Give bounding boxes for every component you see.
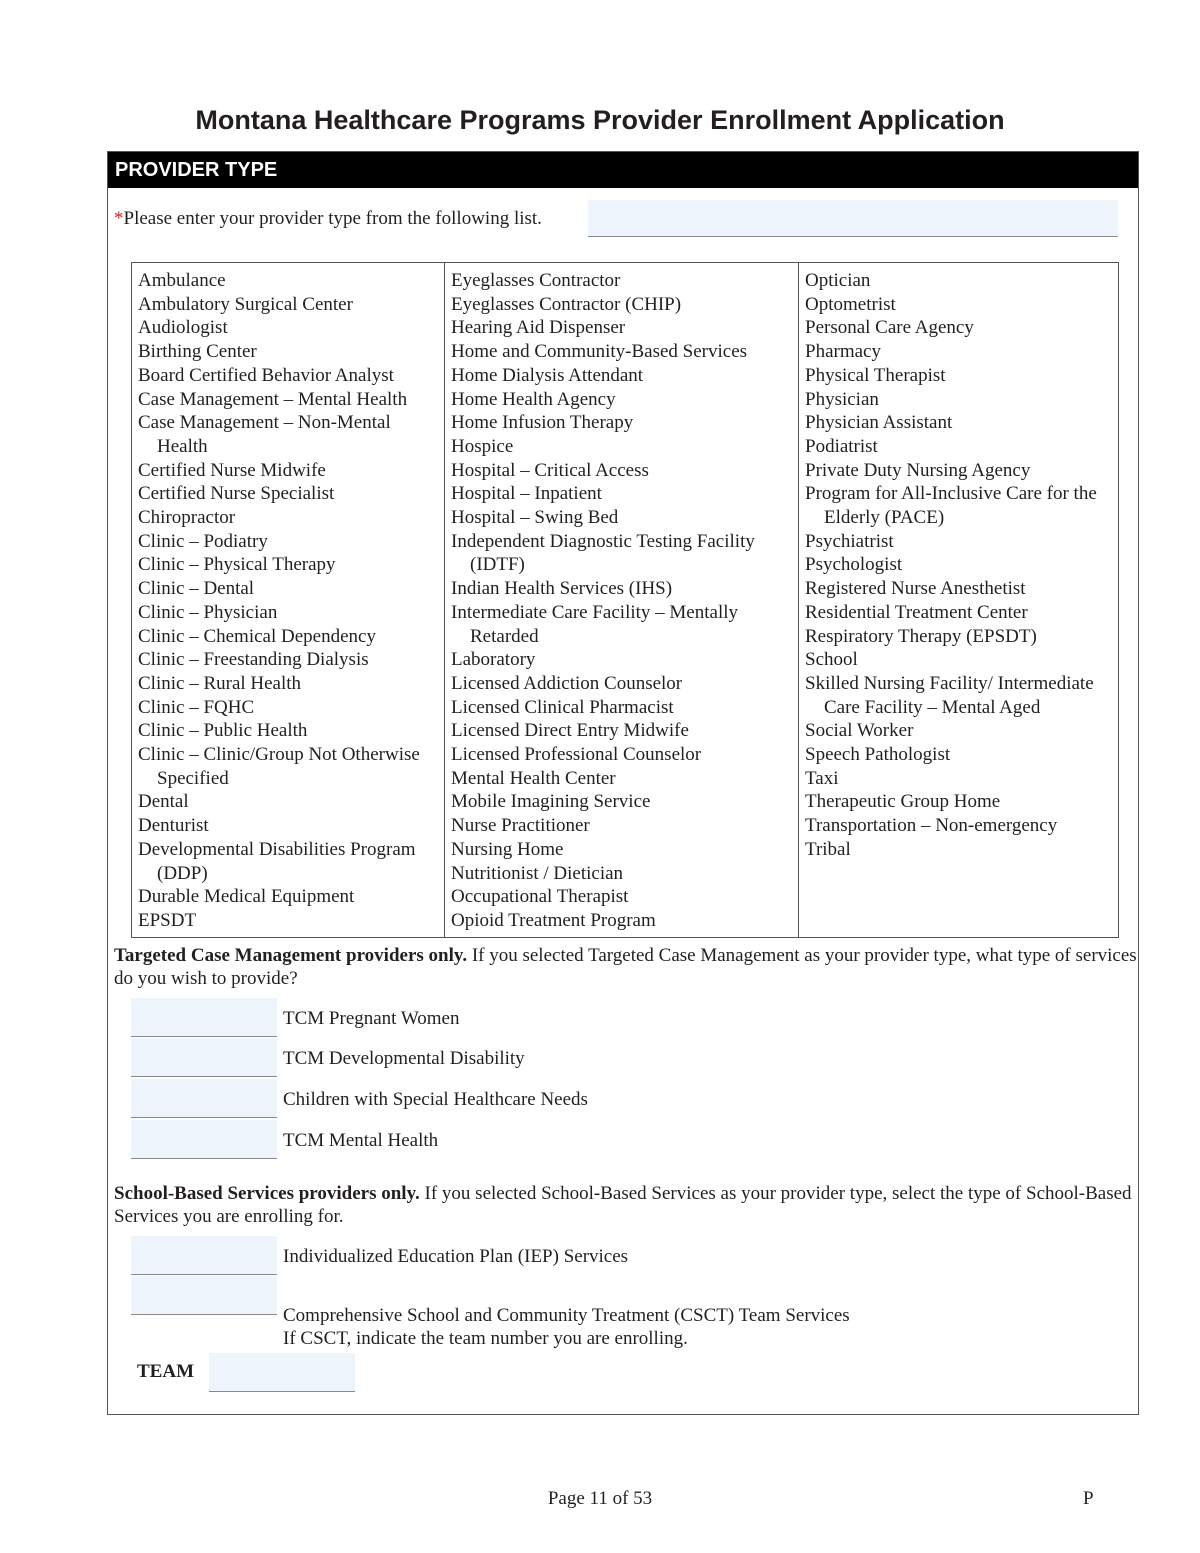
provider-type-item: Audiologist (138, 317, 228, 339)
provider-type-item: Hospice (451, 435, 514, 457)
provider-type-item: Program for All-Inclusive Care for the Elderly (PACE) (805, 483, 1097, 529)
provider-type-item: Clinic – FQHC (138, 696, 255, 718)
provider-type-item: Birthing Center (138, 341, 257, 363)
tcm-pregnant-women-field[interactable] (131, 998, 277, 1037)
tcm-option-label: TCM Developmental Disability (283, 1048, 525, 1069)
page-number: Page 11 of 53 (547, 1488, 653, 1509)
provider-type-item: Certified Nurse Specialist (138, 483, 335, 505)
provider-type-item: Licensed Professional Counselor (451, 744, 702, 766)
tcm-option-label: TCM Mental Health (283, 1130, 439, 1151)
provider-type-item: Home Dialysis Attendant (451, 364, 644, 386)
provider-type-column-3 (798, 263, 1118, 937)
provider-type-item: Physical Therapist (805, 364, 946, 386)
csct-option-label: Comprehensive School and Community Treatment (CSCT) Team Services (283, 1305, 850, 1326)
provider-type-item: Eyeglasses Contractor (CHIP) (451, 293, 682, 315)
provider-type-item: Licensed Addiction Counselor (451, 672, 683, 694)
provider-type-item: Clinic – Rural Health (138, 672, 302, 694)
provider-type-item: Tribal (805, 838, 851, 860)
school-instructions (114, 1182, 1139, 1228)
provider-type-item: Psychologist (805, 554, 903, 576)
tcm-instructions (114, 944, 1139, 990)
tcm-text: If you selected Targeted Case Management as your provider type, what type of services do you wish to provide? (114, 945, 1137, 989)
provider-type-item: Home Infusion Therapy (451, 412, 634, 434)
provider-type-item: Podiatrist (805, 435, 878, 457)
provider-type-column-2 (444, 263, 798, 937)
provider-type-item: Transportation – Non-emergency (805, 815, 1058, 837)
provider-type-item: Denturist (138, 815, 209, 837)
provider-type-item: Certified Nurse Midwife (138, 459, 326, 481)
provider-type-section (107, 151, 1139, 1415)
provider-type-item: Case Management – Mental Health (138, 388, 408, 410)
provider-type-item: Board Certified Behavior Analyst (138, 364, 394, 386)
provider-type-item: Clinic – Physical Therapy (138, 554, 336, 576)
provider-type-item: Nursing Home (451, 838, 564, 860)
provider-type-item: Nutritionist / Dietician (451, 862, 624, 884)
provider-type-item: Hospital – Inpatient (451, 483, 602, 505)
provider-type-item: Registered Nurse Anesthetist (805, 578, 1026, 600)
provider-type-item: Laboratory (451, 649, 536, 671)
provider-type-item: Home and Community-Based Services (451, 341, 748, 363)
provider-type-item: Speech Pathologist (805, 744, 951, 766)
provider-type-item: Indian Health Services (IHS) (451, 578, 673, 600)
provider-type-item: Clinic – Podiatry (138, 530, 268, 552)
csct-note: If CSCT, indicate the team number you are enrolling. (283, 1328, 688, 1349)
provider-type-item: Respiratory Therapy (EPSDT) (805, 625, 1037, 647)
tcm-option-label: Children with Special Healthcare Needs (283, 1089, 588, 1110)
iep-option-label: Individualized Education Plan (IEP) Services (283, 1246, 629, 1267)
provider-type-item: Physician Assistant (805, 412, 953, 434)
section-header: PROVIDER TYPE (108, 152, 1138, 188)
provider-type-item: Clinic – Public Health (138, 720, 308, 742)
provider-type-item: Nurse Practitioner (451, 815, 590, 837)
provider-type-item: Optician (805, 270, 871, 291)
provider-type-item: Residential Treatment Center (805, 601, 1028, 623)
provider-type-item: Taxi (805, 767, 839, 789)
provider-type-item: Opioid Treatment Program (451, 909, 656, 931)
provider-type-item: Hospital – Critical Access (451, 459, 649, 481)
provider-type-item: Dental (138, 791, 189, 813)
provider-type-item: Hearing Aid Dispenser (451, 317, 626, 339)
provider-type-column-1 (132, 263, 444, 937)
provider-type-item: Skilled Nursing Facility/ Intermediate Care Facility – Mental Aged (805, 672, 1094, 718)
provider-type-item: Licensed Direct Entry Midwife (451, 720, 689, 742)
school-lead: School-Based Services providers only. (114, 1183, 420, 1204)
provider-type-item: Physician (805, 388, 879, 410)
tcm-developmental-disability-field[interactable] (131, 1038, 277, 1077)
required-mark: * (114, 208, 124, 229)
page-title: Montana Healthcare Programs Provider Enrollment Application (195, 105, 1005, 135)
team-number-input[interactable] (209, 1353, 355, 1392)
provider-type-item: Clinic – Dental (138, 578, 255, 600)
provider-type-item: Intermediate Care Facility – Mentally Retarded (451, 601, 739, 647)
corner-mark: P (1083, 1488, 1094, 1509)
provider-type-item: Occupational Therapist (451, 886, 629, 908)
csct-services-field[interactable] (131, 1276, 277, 1315)
provider-type-item: Hospital – Swing Bed (451, 507, 619, 529)
provider-type-item: Clinic – Clinic/Group Not Otherwise Specified (138, 744, 420, 789)
provider-type-item: Psychiatrist (805, 530, 894, 552)
provider-type-item: Personal Care Agency (805, 317, 974, 339)
provider-type-item: Therapeutic Group Home (805, 791, 1001, 813)
provider-type-prompt (114, 208, 542, 230)
provider-type-item: Chiropractor (138, 507, 236, 529)
provider-type-item: Case Management – Non-Mental Health (138, 412, 391, 457)
provider-type-item: Ambulance (138, 270, 226, 291)
provider-type-item: Mobile Imagining Service (451, 791, 651, 813)
provider-type-item: Private Duty Nursing Agency (805, 459, 1031, 481)
iep-services-field[interactable] (131, 1236, 277, 1275)
school-text: If you selected School-Based Services as your provider type, select the type of School-Based Services you are enrolling for. (114, 1183, 1132, 1227)
team-label: TEAM (137, 1361, 194, 1382)
provider-type-item: EPSDT (138, 909, 197, 931)
provider-type-item: Mental Health Center (451, 767, 616, 789)
provider-type-item: School (805, 649, 858, 671)
provider-type-item: Developmental Disabilities Program (DDP) (138, 838, 416, 884)
tcm-option-label: TCM Pregnant Women (283, 1008, 460, 1029)
provider-type-item: Independent Diagnostic Testing Facility (IDTF) (451, 530, 755, 576)
provider-type-item: Clinic – Chemical Dependency (138, 625, 376, 647)
provider-type-item: Clinic – Freestanding Dialysis (138, 649, 369, 671)
tcm-lead: Targeted Case Management providers only. (114, 945, 468, 966)
provider-type-item: Eyeglasses Contractor (451, 270, 621, 291)
tcm-special-healthcare-needs-field[interactable] (131, 1079, 277, 1118)
provider-type-item: Licensed Clinical Pharmacist (451, 696, 674, 718)
provider-type-item: Durable Medical Equipment (138, 886, 355, 908)
provider-type-list (131, 262, 1119, 938)
provider-type-item: Optometrist (805, 293, 896, 315)
provider-type-item: Home Health Agency (451, 388, 616, 410)
prompt-text: Please enter your provider type from the following list. (123, 208, 542, 229)
provider-type-input[interactable] (588, 200, 1118, 237)
provider-type-item: Pharmacy (805, 341, 881, 363)
provider-type-item: Social Worker (805, 720, 914, 742)
provider-type-item: Ambulatory Surgical Center (138, 293, 353, 315)
provider-type-item: Clinic – Physician (138, 601, 278, 623)
tcm-mental-health-field[interactable] (131, 1120, 277, 1159)
